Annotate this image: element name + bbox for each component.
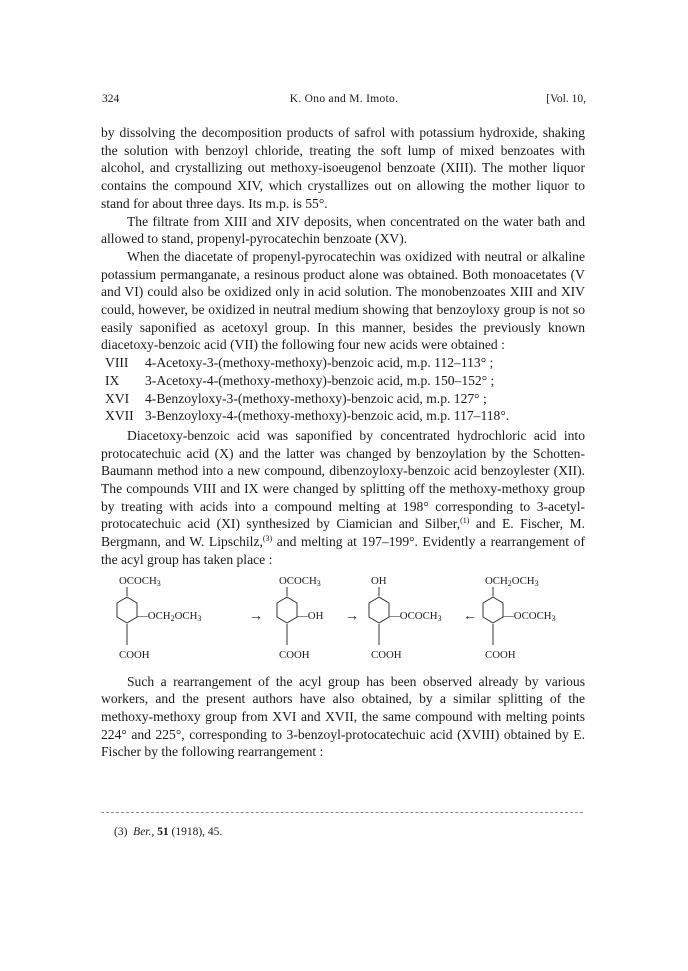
compound-description: 4-Benzoyloxy-3-(methoxy-methoxy)-benzoic acid, m.p. 127° ;	[145, 390, 487, 406]
paragraph-oxidation: When the diacetate of propenyl-pyrocatechin was oxidized with neutral or alkaline potassium permanganate, a resinous product alone was obtained. Both monoacetates (V and VI) could also be oxidized only in acid solution. The monobenzoates XIII and XIV could, however, be oxidized in neutral medium showing that benzoyloxy group is not so easily saponified as acetoxyl group. In this manner, besides the previously known diacetoxy-benzoic acid (VII) the following four new acids were obtained :	[101, 248, 585, 353]
footnote	[114, 826, 222, 838]
list-item	[101, 390, 585, 408]
running-title: K. Ono and M. Imoto.	[289, 93, 399, 105]
carboxyl-group: COOH	[371, 648, 402, 661]
carboxyl-group: COOH	[279, 648, 310, 661]
carboxyl-group: COOH	[119, 648, 150, 661]
compound-numeral: XVI	[105, 390, 130, 406]
compound-numeral: VIII	[105, 355, 129, 371]
substituent-side: $—OCOCH_3$	[503, 609, 556, 623]
volume-label: [Vol. 10,	[546, 93, 586, 105]
substituent-top: $OCH_2OCH_3$	[485, 574, 539, 588]
substituent-side: $—OCH_2OCH_3$	[137, 609, 202, 623]
rearrangement-scheme	[101, 571, 585, 667]
substituent-side: —OH	[297, 609, 324, 622]
article-body	[101, 124, 585, 761]
list-item	[101, 354, 585, 372]
compound-numeral: XVII	[105, 408, 134, 424]
footnote-details: (1918), 45.	[171, 826, 223, 838]
substituent-top: OH	[371, 574, 387, 587]
substituent-side: $—OCOCH_3$	[389, 609, 442, 623]
reaction-arrow: →	[345, 608, 359, 624]
substituent-top: $OCOCH_3$	[279, 574, 321, 588]
running-header	[102, 93, 586, 111]
paragraph-rearrangement: Such a rearrangement of the acyl group has been observed already by various workers, and the present authors have also obtained, by a similar splitting of the methoxy-methoxy group from XVI and XVII, the same compound with melting points 224° and 225°, corresponding to 3-benzoyl-protocatechuic acid (XVIII) obtained by E. Fischer by the following rearrangement :	[101, 673, 585, 760]
footnote-divider	[101, 812, 583, 813]
reaction-arrow: →	[249, 608, 263, 624]
substituent-top: $OCOCH_3$	[119, 574, 161, 588]
citation-ref: (3)	[262, 534, 273, 544]
paragraph-continuation: by dissolving the decomposition products of safrol with potassium hydroxide, shaking the solution with benzoyl chloride, treating the soft lump of mixed benzoates with alcohol, and crystallizing out methoxy-isoeugenol benzoate (XIII). The mother liquor contains the compound XIV, which crystallizes out on allowing the mother liquor to stand for about three days. Its m.p. is 55°.	[101, 125, 585, 211]
paragraph-saponification: Diacetoxy-benzoic acid was saponified by concentrated hydrochloric acid into protocatechuic acid (X) and the latter was changed by benzoylation by the Schotten-Baumann method into a new compound, dibenzoyloxy-benzoic acid benzoylester (XII). The compounds VIII and IX were changed by splitting off the methoxy-methoxy group by treating with acids into a compound melting at 198° corresponding to 3-acetyl-protocatechuic acid (XI) synthesized by Ciamician and Silber,$^{(1)}$ and E. Fischer, M. Bergmann, and W. Lipschilz,$^{(3)}$ and melting at 197–199°. Evidently a rearrangement of the acyl group has taken place :	[101, 427, 585, 567]
paragraph-filtrate: The filtrate from XIII and XIV deposits, when concentrated on the water bath and allowed to stand, propenyl-pyrocatechin benzoate (XV).	[101, 213, 585, 247]
page-number: 324	[102, 93, 120, 105]
compound-numeral: IX	[105, 372, 120, 388]
reaction-arrow: ←	[463, 608, 477, 624]
list-item	[101, 372, 585, 390]
footnote-volume: 51	[157, 826, 169, 838]
carboxyl-group: COOH	[485, 648, 516, 661]
list-item	[101, 407, 585, 425]
footnote-number: (3)	[114, 826, 128, 838]
compound-description: 3-Acetoxy-4-(methoxy-methoxy)-benzoic acid, m.p. 150–152° ;	[145, 372, 495, 388]
new-acids-list	[101, 354, 585, 425]
compound-description: 4-Acetoxy-3-(methoxy-methoxy)-benzoic acid, m.p. 112–113° ;	[145, 355, 494, 371]
citation-ref: (1)	[460, 516, 470, 526]
compound-description: 3-Benzoyloxy-4-(methoxy-methoxy)-benzoic acid, m.p. 117–118°.	[145, 408, 510, 424]
footnote-journal: Ber.,	[133, 826, 155, 838]
